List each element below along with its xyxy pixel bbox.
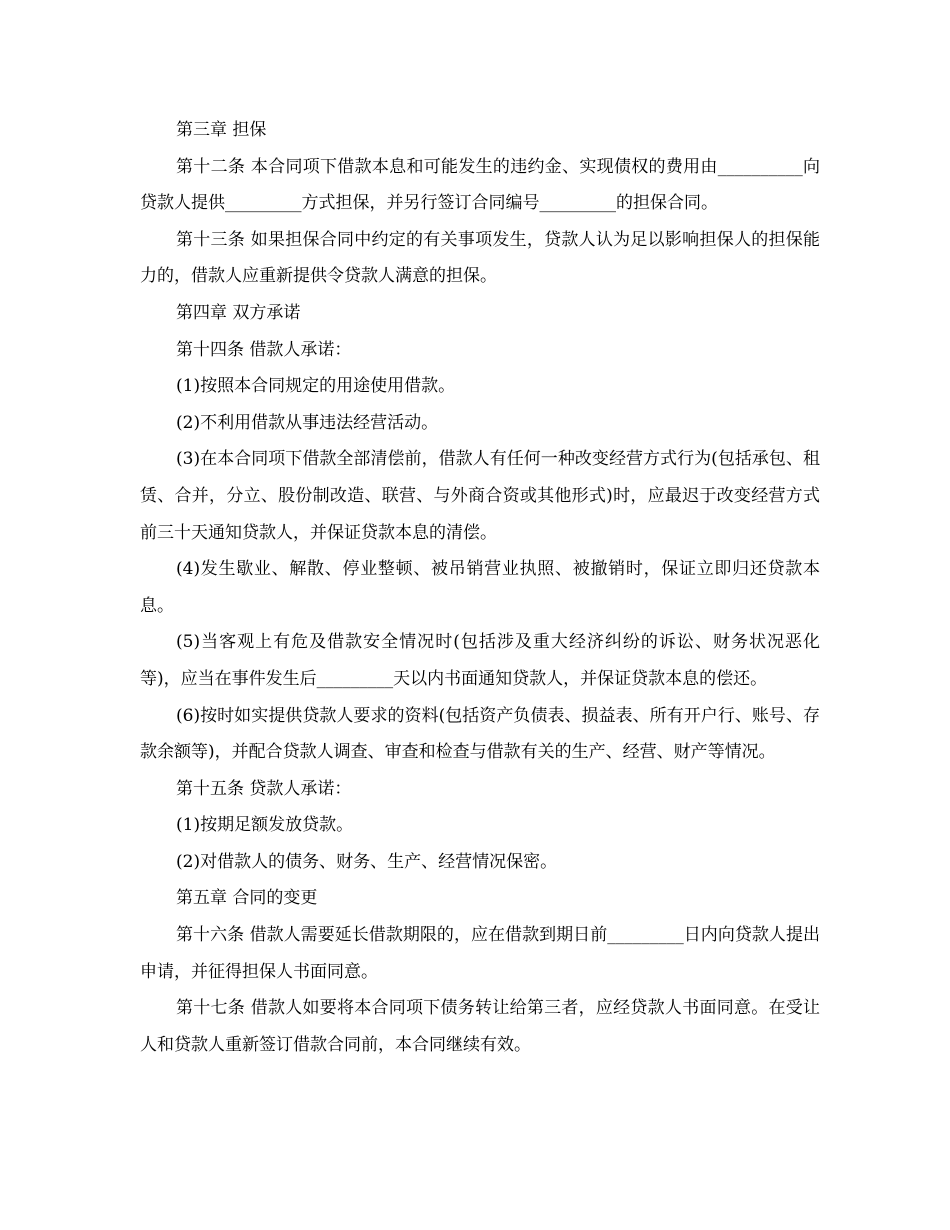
list-item: (2)不利用借款从事违法经营活动。 xyxy=(176,412,439,433)
list-item: (2)对借款人的债务、财务、生产、经营情况保密。 xyxy=(176,851,558,872)
article-paragraph: 第十五条 贷款人承诺： xyxy=(176,778,352,799)
article-paragraph: 第十二条 本合同项下借款本息和可能发生的违约金、实现债权的费用由__________向贷款人提供_________方式担保，并另行签订合同编号_________的担保合同。 xyxy=(140,156,820,214)
article-paragraph: 第十六条 借款人需要延长借款期限的，应在借款到期日前_________日内向贷款人提出申请，并征得担保人书面同意。 xyxy=(140,925,820,982)
chapter-heading: 第四章 双方承诺 xyxy=(176,302,301,323)
list-item: (6)按时如实提供贷款人要求的资料(包括资产负债表、损益表、所有开户行、账号、存款余额等)，并配合贷款人调查、审查和检查与借款有关的生产、经营、财产等情况。 xyxy=(140,705,820,763)
list-item: (1)按照本合同规定的用途使用借款。 xyxy=(176,376,456,397)
article-paragraph: 第十四条 借款人承诺： xyxy=(176,339,352,360)
list-item: (5)当客观上有危及借款安全情况时(包括涉及重大经济纠纷的诉讼、财务状况恶化等)，应当在事件发生后_________天以内书面通知贷款人，并保证贷款本息的偿还。 xyxy=(140,632,820,689)
article-paragraph: 第十七条 借款人如要将本合同项下债务转让给第三者，应经贷款人书面同意。在受让人和贷款人重新签订借款合同前，本合同继续有效。 xyxy=(140,998,820,1055)
document-body xyxy=(140,112,820,1063)
list-item: (1)按期足额发放贷款。 xyxy=(176,815,354,836)
chapter-heading: 第三章 担保 xyxy=(176,120,267,140)
list-item: (3)在本合同项下借款全部清偿前，借款人有任何一种改变经营方式行为(包括承包、租赁、合并，分立、股份制改造、联营、与外商合资或其他形式)时，应最迟于改变经营方式前三十天通知贷款人，并保证贷款本息的清偿。 xyxy=(140,449,820,543)
chapter-heading: 第五章 合同的变更 xyxy=(176,888,318,909)
article-paragraph: 第十三条 如果担保合同中约定的有关事项发生，贷款人认为足以影响担保人的担保能力的，借款人应重新提供令贷款人满意的担保。 xyxy=(140,229,820,287)
list-item: (4)发生歇业、解散、停业整顿、被吊销营业执照、被撤销时，保证立即归还贷款本息。 xyxy=(140,559,820,616)
